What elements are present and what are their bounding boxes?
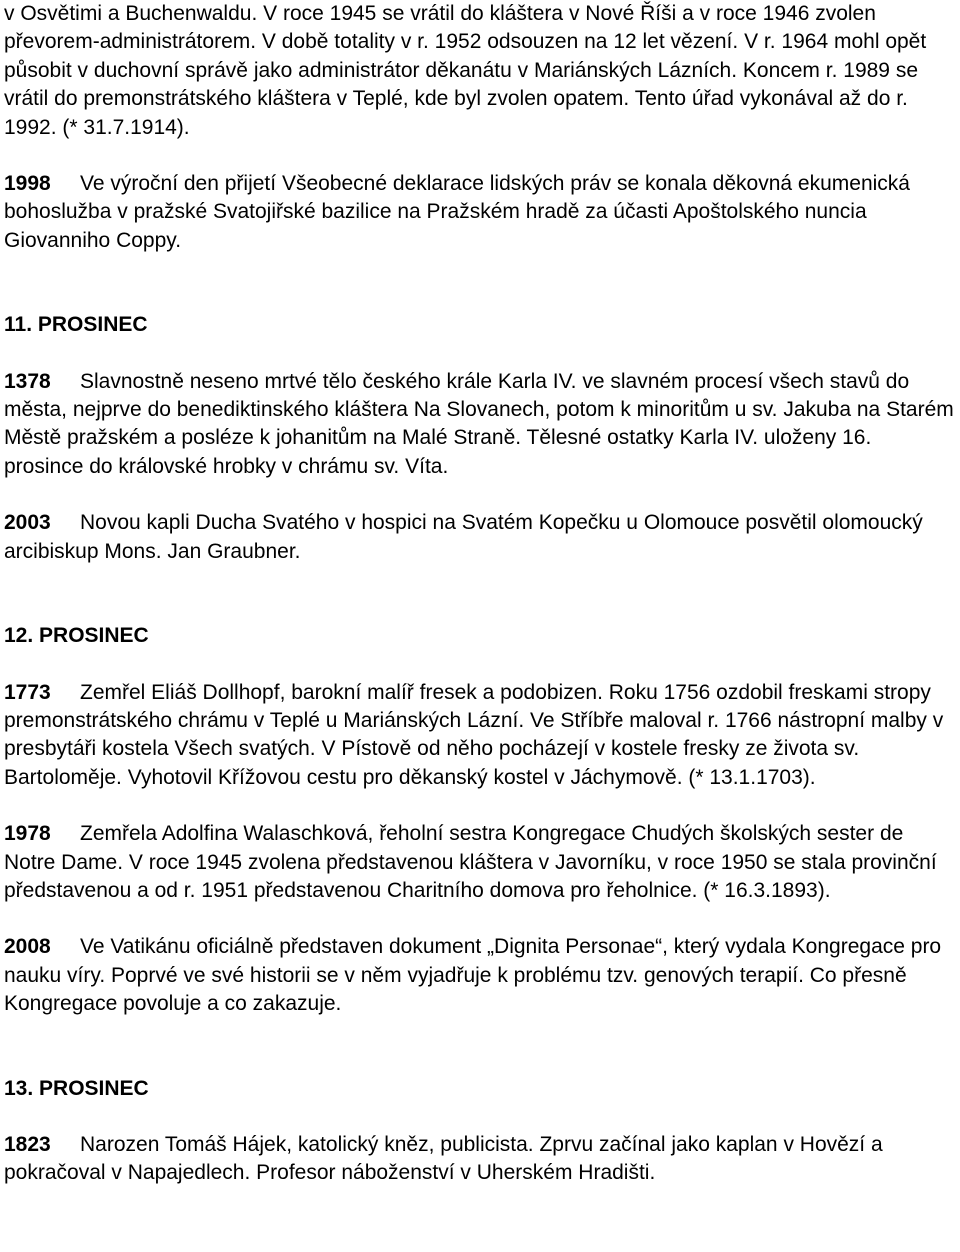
entry-text: Ve Vatikánu oficiálně představen dokument „Dignita Personae“, který vydala Kongregace pro nauku víry. Poprvé ve své historii se v něm vyjadřuje k problému tzv. genových terapií. Co přesně Kongregace povoluje a co zakazuje.: [4, 935, 942, 1016]
section-heading-dec11: 11. PROSINEC: [4, 313, 148, 337]
spacer: [4, 142, 956, 170]
entry-text: Novou kapli Ducha Svatého v hospici na Svatém Kopečku u Olomouce posvětil olomoucký arcibiskup Mons. Jan Graubner.: [4, 511, 923, 563]
entry-year: 2008: [4, 935, 51, 959]
section-heading-dec13: 13. PROSINEC: [4, 1076, 149, 1100]
entry-2003: [4, 509, 956, 566]
entry-2008: [4, 933, 956, 1018]
entry-1823: [4, 1131, 956, 1188]
spacer: [4, 792, 956, 820]
entry-year: 1978: [4, 822, 51, 846]
document-page: [4, 0, 956, 1188]
entry-year: 1773: [4, 680, 51, 704]
spacer: [4, 340, 956, 368]
entry-1773: [4, 679, 956, 793]
intro-paragraph: v Osvětimi a Buchenwaldu. V roce 1945 se vrátil do kláštera v Nové Říši a v roce 1946 zvolen převorem-administrátorem. V době totality v r. 1952 odsouzen na 12 let vězení. V r. 1964 mohl opět působit v duchovní správě jako administrátor děkanátu v Mariánských Lázních. Koncem r. 1989 se vrátil do premonstrátského kláštera v Teplé, kde byl zvolen opatem. Tento úřad vykonával až do r. 1992. (* 31.7.1914).: [4, 2, 927, 139]
entry-1978: [4, 820, 956, 905]
entry-year: 1998: [4, 172, 51, 196]
spacer: [4, 481, 956, 509]
entry-1378: [4, 368, 956, 482]
entry-1998: [4, 170, 956, 255]
spacer: [4, 905, 956, 933]
spacer: [4, 566, 956, 622]
entry-text: Zemřela Adolfina Walaschková, řeholní sestra Kongregace Chudých školských sester de Notre Dame. V roce 1945 zvolena představenou kláštera v Javorníku, v roce 1950 se stala provinční představenou a od r. 1951 představenou Charitního domova pro řeholnice. (* 16.3.1893).: [4, 822, 937, 902]
spacer: [4, 651, 956, 679]
entry-year: 1378: [4, 369, 51, 393]
entry-text: Ve výroční den přijetí Všeobecné deklarace lidských práv se konala děkovná ekumenická bohoslužba v pražské Svatojiřské bazilice na Pražském hradě za účasti Apoštolského nuncia Giovanniho Coppy.: [4, 172, 910, 252]
entry-text: Narozen Tomáš Hájek, katolický kněz, publicista. Zprvu začínal jako kaplan v Hovězí a pokračoval v Napajedlech. Profesor náboženství v Uherském Hradišti.: [4, 1132, 883, 1185]
entry-text: Slavnostně neseno mrtvé tělo českého krále Karla IV. ve slavném procesí všech stavů do města, nejprve do benediktinského kláštera Na Slovanech, potom k minoritům u sv. Jakuba na Starém Městě pražském a posléze k johanitům na Malé Straně. Tělesné ostatky Karla IV. uloženy 16. prosince do královské hrobky v chrámu sv. Víta.: [4, 369, 954, 478]
spacer: [4, 1019, 956, 1075]
entry-year: 2003: [4, 511, 51, 535]
entry-year: 1823: [4, 1132, 51, 1156]
spacer: [4, 255, 956, 311]
entry-text: Zemřel Eliáš Dollhopf, barokní malíř fresek a podobizen. Roku 1756 ozdobil freskami stropy premonstrátského chrámu v Teplé u Mariánských Lázní. Ve Stříbře maloval r. 1766 nástropní malby v presbytáři kostela Všech svatých. V Pístově od něho pocházejí v kostele fresky ze života sv. Bartoloměje. Vyhotovil Křížovou cestu pro děkanský kostel v Jáchymově. (* 13.1.1703).: [4, 680, 944, 789]
spacer: [4, 1103, 956, 1131]
section-heading-dec12: 12. PROSINEC: [4, 624, 149, 648]
